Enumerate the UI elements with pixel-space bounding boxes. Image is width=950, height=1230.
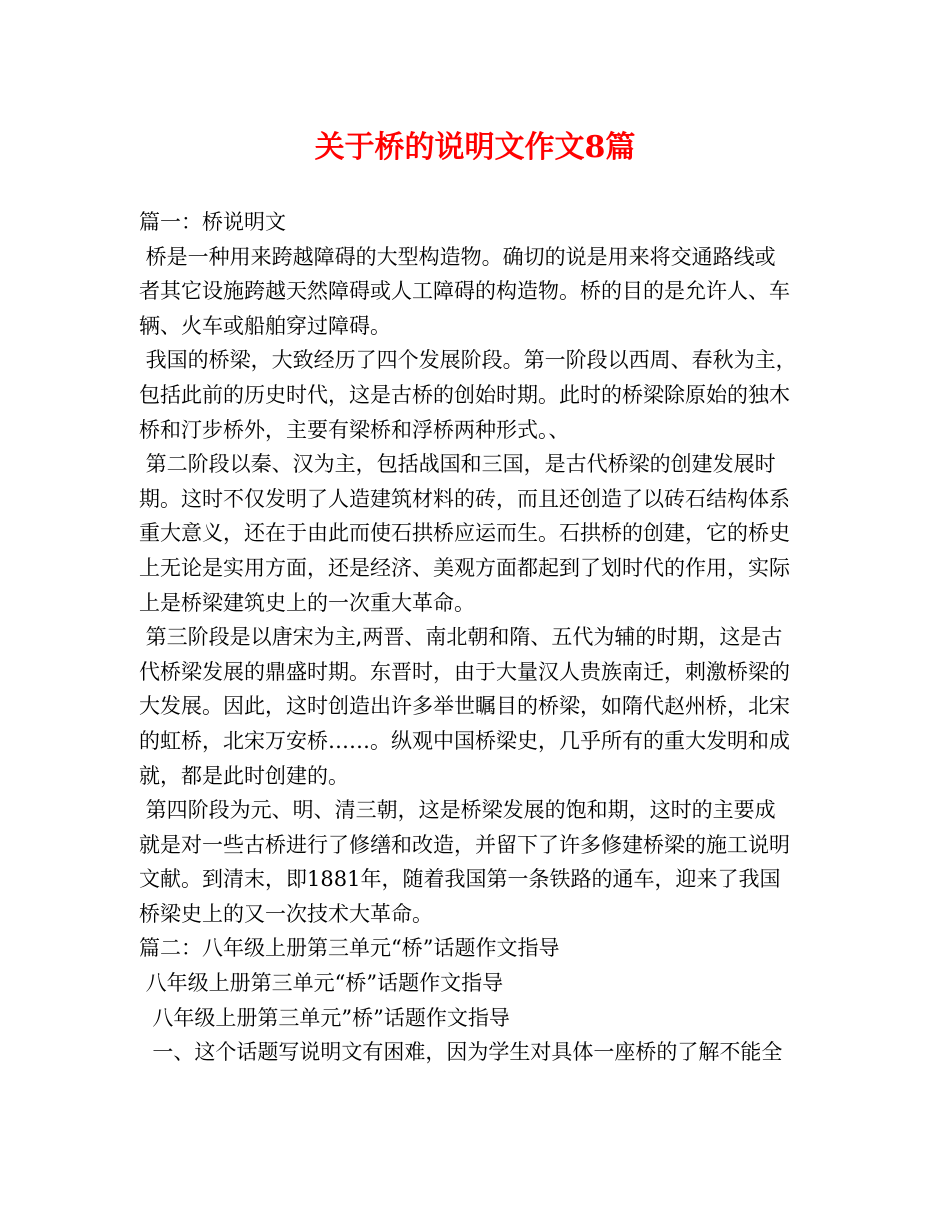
text-line: 包括此前的历史时代，这是古桥的创始时期。此时的桥梁除原始的独木	[139, 382, 790, 407]
text-line: 一、这个话题写说明文有困难，因为学生对具体一座桥的了解不能全	[139, 1040, 783, 1065]
text-line: 就，都是此时创建的。	[139, 763, 349, 788]
text-line: 者其它设施跨越天然障碍或人工障碍的构造物。桥的目的是允许人、车	[139, 279, 790, 304]
text-line: 八年级上册第三单元”桥”话题作文指导	[139, 1005, 510, 1030]
document-title: 关于桥的说明文作文8篇	[314, 130, 636, 165]
text-line: 篇二：八年级上册第三单元“桥”话题作文指导	[139, 936, 560, 961]
text-line: 大发展。因此，这时创造出许多举世瞩目的桥梁，如隋代赵州桥，北宋	[139, 694, 790, 719]
document-body	[139, 205, 829, 1070]
text-line: 第二阶段以秦、汉为主，包括战国和三国，是古代桥梁的创建发展时	[139, 452, 776, 477]
text-line: 就是对一些古桥进行了修缮和改造，并留下了许多修建桥梁的施工说明	[139, 832, 790, 857]
text-line: 辆、火车或船舶穿过障碍。	[139, 313, 391, 338]
text-line: 代桥梁发展的鼎盛时期。东晋时，由于大量汉人贵族南迁，刺激桥梁的	[139, 659, 790, 684]
text-line: 桥梁史上的又一次技术大革命。	[139, 901, 433, 926]
text-line: 桥和汀步桥外，主要有梁桥和浮桥两种形式。、	[139, 417, 570, 442]
text-line: 我国的桥梁，大致经历了四个发展阶段。第一阶段以西周、春秋为主，	[139, 348, 797, 373]
text-line: 期。这时不仅发明了人造建筑材料的砖，而且还创造了以砖石结构体系	[139, 486, 790, 511]
text-line: 上无论是实用方面，还是经济、美观方面都起到了划时代的作用，实际	[139, 555, 790, 580]
text-line: 篇一：桥说明文	[139, 210, 286, 234]
text-line: 桥是一种用来跨越障碍的大型构造物。确切的说是用来将交通路线或	[139, 244, 776, 269]
text-line: 文献。到清末，即1881年，随着我国第一条铁路的通车，迎来了我国	[139, 867, 781, 892]
text-line: 上是桥梁建筑史上的一次重大革命。	[139, 590, 475, 615]
text-line: 的虹桥，北宋万安桥……。纵观中国桥梁史，几乎所有的重大发明和成	[139, 728, 790, 753]
text-line: 八年级上册第三单元“桥”话题作文指导	[139, 971, 504, 996]
text-line: 第四阶段为元、明、清三朝，这是桥梁发展的饱和期，这时的主要成	[139, 798, 776, 823]
text-line: 重大意义，还在于由此而使石拱桥应运而生。石拱桥的创建，它的桥史	[139, 521, 790, 546]
text-line: 第三阶段是以唐宋为主,两晋、南北朝和隋、五代为辅的时期，这是古	[139, 625, 783, 650]
